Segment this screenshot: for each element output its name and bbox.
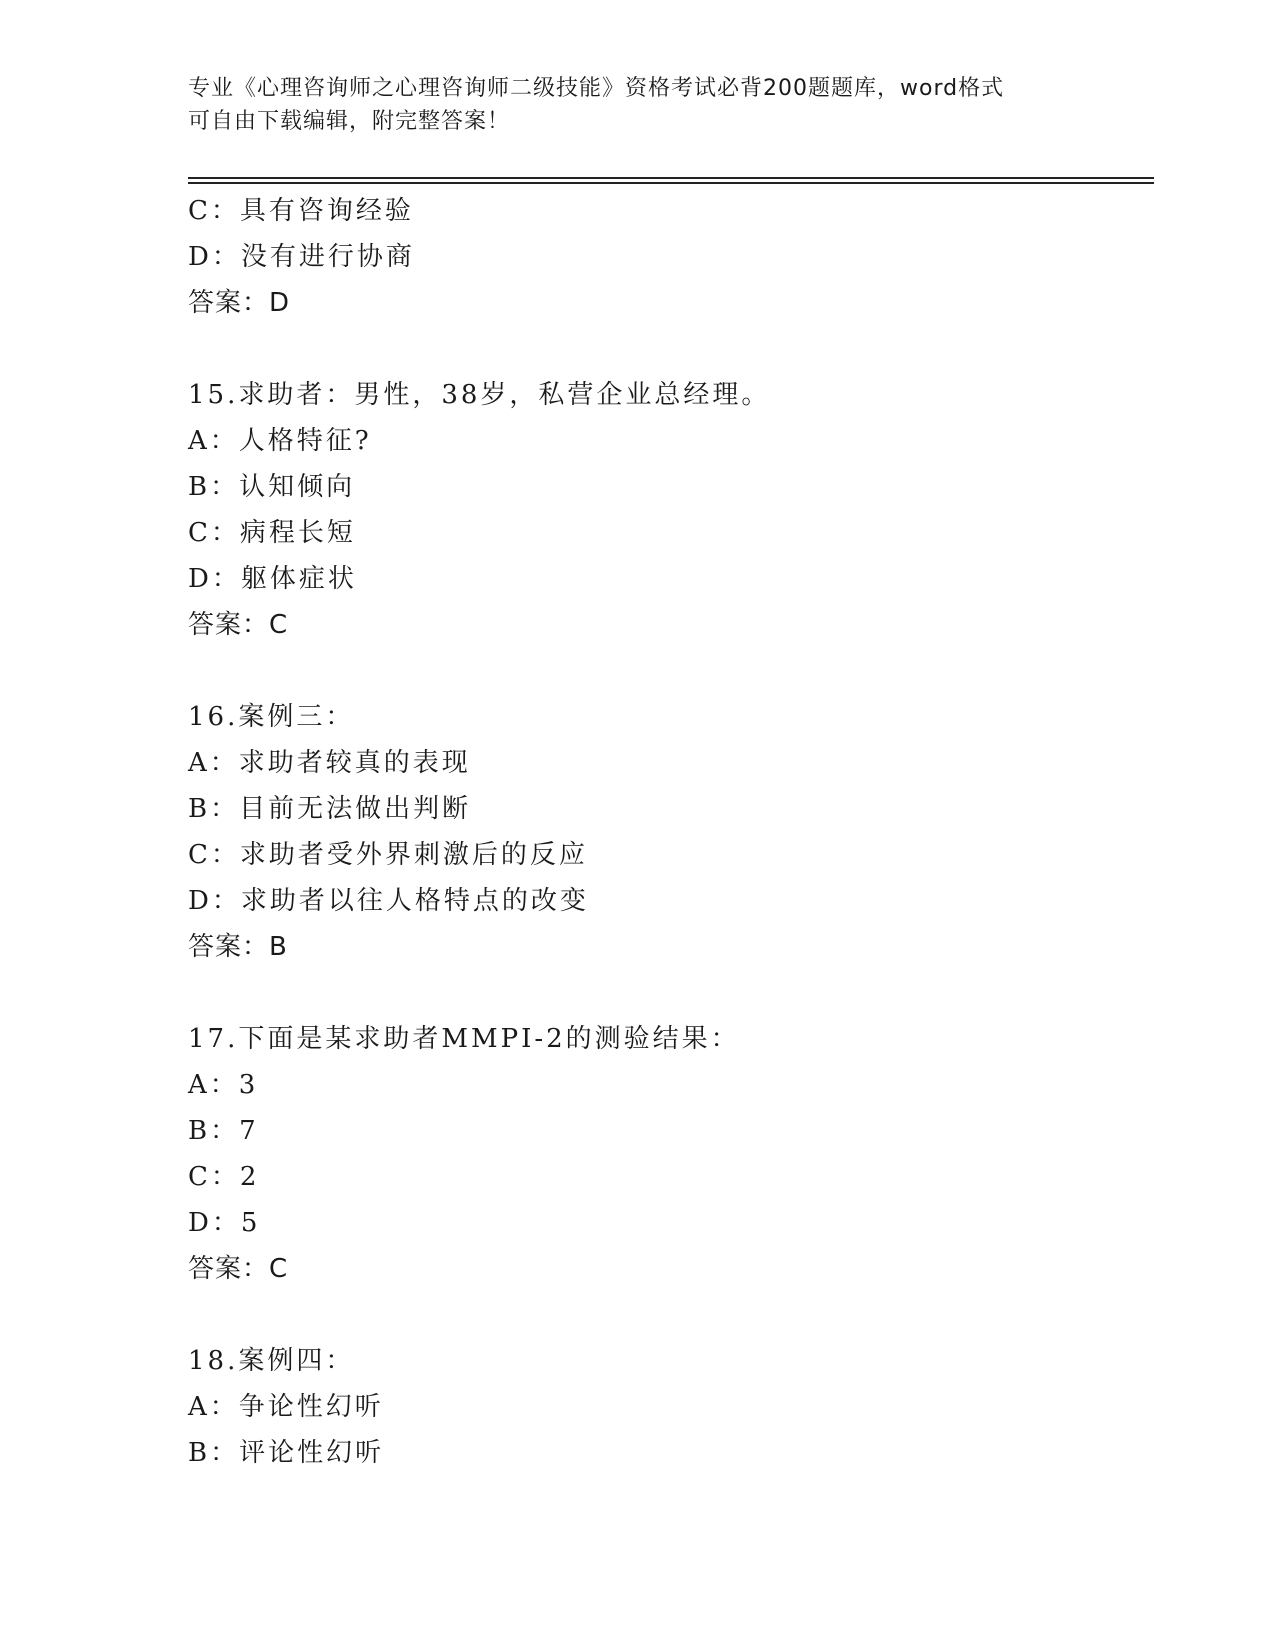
option-line (188, 556, 1148, 602)
question-stem: 18.案例四： (188, 1346, 355, 1376)
option-label: B： (188, 472, 240, 502)
option-label: C： (188, 518, 240, 548)
option-label: A： (188, 748, 239, 778)
option-text: 病程长短 (239, 518, 356, 548)
option-line (188, 878, 1148, 924)
option-line (188, 464, 1148, 510)
option-line (188, 234, 1148, 280)
option-text: 人格特征? (238, 426, 372, 456)
option-label: C： (188, 1162, 240, 1192)
option-label: B： (188, 1116, 240, 1146)
option-text: 具有咨询经验 (239, 196, 414, 226)
option-line (188, 1200, 1148, 1246)
question-block-17 (188, 1016, 1148, 1292)
header-line-2: 可自由下载编辑，附完整答案！ (188, 109, 511, 134)
spacer (188, 1292, 1148, 1338)
option-text: 5 (240, 1208, 261, 1238)
option-text: 求助者受外界刺激后的反应 (239, 840, 588, 870)
question-stem: 16.案例三： (188, 702, 355, 732)
option-line (188, 1062, 1148, 1108)
document-header (188, 72, 1088, 138)
option-text: 3 (238, 1070, 259, 1100)
option-label: D： (188, 1208, 241, 1238)
option-line (188, 1108, 1148, 1154)
question-block-18 (188, 1338, 1148, 1476)
answer-line: 答案：B (188, 932, 288, 962)
option-label: D： (188, 886, 241, 916)
option-line (188, 418, 1148, 464)
option-text: 认知倾向 (239, 472, 356, 502)
option-label: A： (188, 1392, 239, 1422)
option-line (188, 740, 1148, 786)
spacer (188, 970, 1148, 1016)
option-text: 没有进行协商 (240, 242, 415, 272)
option-label: B： (188, 1438, 240, 1468)
question-stem: 17.下面是某求助者MMPI-2的测验结果： (188, 1024, 740, 1054)
option-label: A： (188, 1070, 239, 1100)
question-block-15 (188, 372, 1148, 648)
header-divider-bottom (188, 182, 1154, 184)
option-label: D： (188, 242, 241, 272)
option-text: 求助者较真的表现 (238, 748, 471, 778)
question-stem: 15.求助者：男性，38岁，私营企业总经理。 (188, 380, 771, 410)
question-block-continued (188, 188, 1148, 326)
option-line (188, 1154, 1148, 1200)
header-line-1: 专业《心理咨询师之心理咨询师二级技能》资格考试必背200题题库，word格式 (188, 76, 1005, 101)
option-line (188, 786, 1148, 832)
question-block-16 (188, 694, 1148, 970)
option-text: 求助者以往人格特点的改变 (240, 886, 589, 916)
option-line (188, 188, 1148, 234)
option-label: B： (188, 794, 240, 824)
option-label: C： (188, 196, 240, 226)
question-list (188, 188, 1148, 1476)
option-text: 2 (239, 1162, 260, 1192)
option-text: 争论性幻听 (238, 1392, 384, 1422)
option-text: 评论性幻听 (239, 1438, 385, 1468)
option-line (188, 1384, 1148, 1430)
option-line (188, 1430, 1148, 1476)
spacer (188, 326, 1148, 372)
answer-line: 答案：D (188, 288, 291, 318)
spacer (188, 648, 1148, 694)
header-divider-top (188, 177, 1154, 179)
option-line (188, 832, 1148, 878)
option-text: 目前无法做出判断 (239, 794, 472, 824)
option-text: 躯体症状 (240, 564, 357, 594)
option-label: A： (188, 426, 239, 456)
option-line (188, 510, 1148, 556)
answer-line: 答案：C (188, 610, 289, 640)
answer-line: 答案：C (188, 1254, 289, 1284)
option-label: C： (188, 840, 240, 870)
option-text: 7 (239, 1116, 259, 1146)
option-label: D： (188, 564, 241, 594)
